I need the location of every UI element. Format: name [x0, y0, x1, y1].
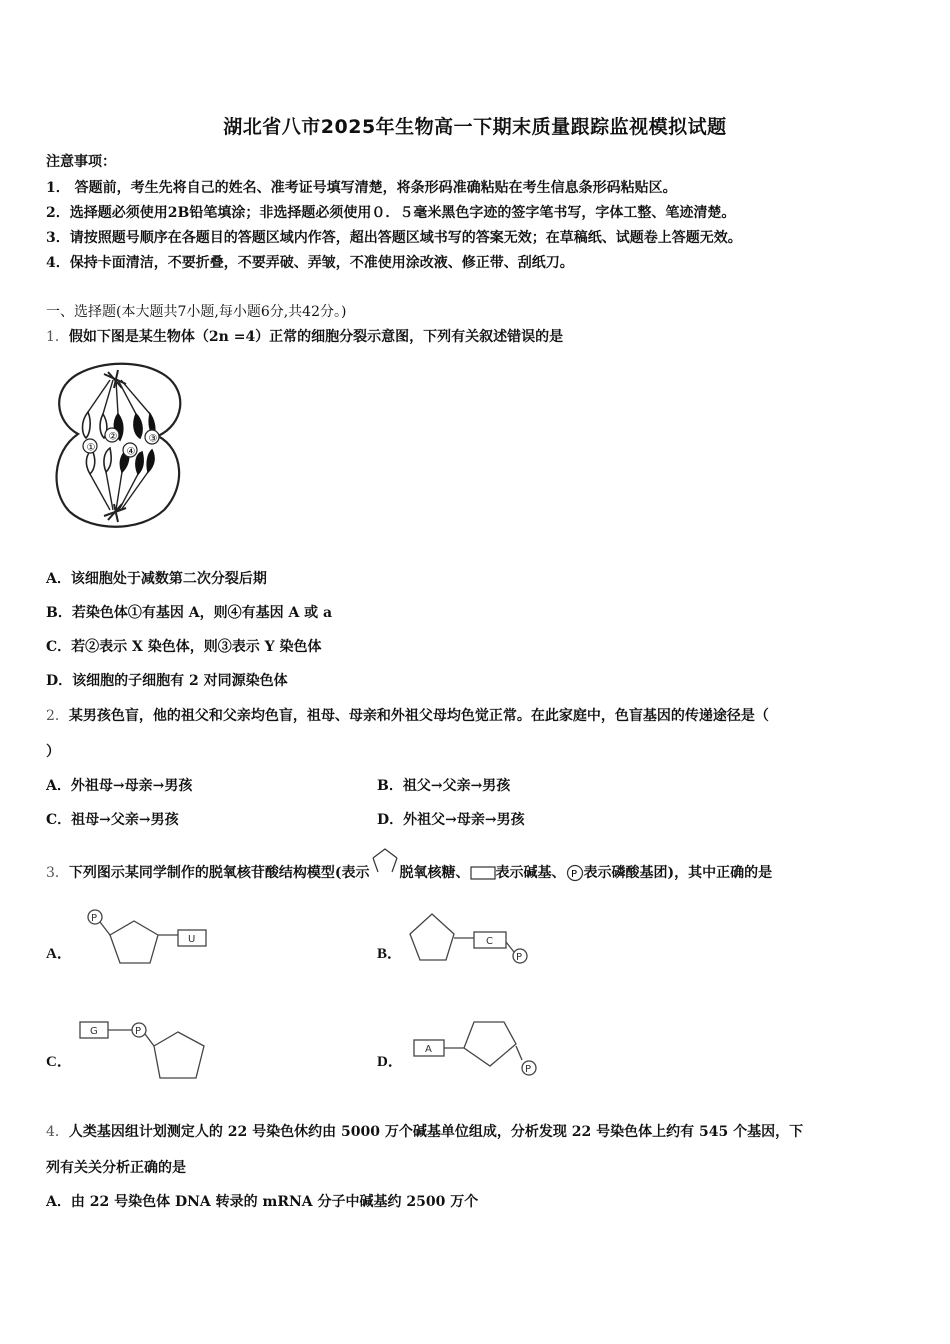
phosphate-legend-icon — [566, 864, 584, 882]
question-4-text-line-2: 列有关关分析正确的是 — [46, 1160, 186, 1176]
question-4-text-line-1: 人类基因组计划测定人的 22 号染色休约由 5000 万个碱基单位组成，分析发现 22 号染色体上约有 545 个基因，下 — [68, 1124, 804, 1140]
notice-item-3: 3．请按照题号顺序在各题目的答题区域内作答，超出答题区域书写的答案无效；在草稿纸、试题卷上答题无效。 — [46, 230, 742, 246]
question-3-option-c-model — [78, 1016, 218, 1086]
question-3-option-c-phosphate: P — [135, 1026, 142, 1037]
question-2-option-d: D．外祖父→母亲→男孩 — [377, 812, 525, 828]
question-3-option-c-letter: C． — [46, 1054, 72, 1070]
notice-item-4: 4．保持卡面清洁，不要折叠，不要弄破、弄皱，不准使用涂改液、修正带、刮纸刀。 — [46, 255, 574, 271]
question-3-option-b-model — [406, 908, 536, 972]
phosphate-legend-label: P — [570, 869, 577, 880]
question-2-option-b: B．祖父→父亲→男孩 — [377, 778, 511, 794]
question-1-number: 1． — [46, 329, 69, 345]
question-4-stem — [46, 1122, 803, 1142]
question-2-stem-end: ） — [46, 744, 60, 760]
question-3-option-b-base: C — [486, 936, 493, 947]
question-3-option-b-phosphate: P — [516, 952, 523, 963]
base-legend-icon — [470, 866, 496, 880]
question-1-option-d: D．该细胞的子细胞有 2 对同源染色体 — [46, 673, 288, 689]
question-1-text: 假如下图是某生物体（2n =4）正常的细胞分裂示意图，下列有关叙述错误的是 — [68, 329, 564, 345]
question-2-option-a: A．外祖母→母亲→男孩 — [46, 778, 193, 794]
notice-item-1: 1． 答题前，考生先将自己的姓名、准考证号填写清楚，将条形码准确粘贴在考生信息条形码粘贴区。 — [46, 180, 677, 196]
question-3-option-d-letter: D． — [377, 1054, 403, 1070]
question-2-text: 某男孩色盲，他的祖父和父亲均色盲，祖母、母亲和外祖父母均色觉正常。在此家庭中，色盲基因的传递途径是（ — [68, 708, 769, 724]
question-4-option-a: A．由 22 号染色体 DNA 转录的 mRNA 分子中碱基约 2500 万个 — [46, 1194, 479, 1210]
page-title: 湖北省八市2025年生物高一下期末质量跟踪监视模拟试题 — [223, 116, 727, 138]
figure-label-2: ② — [108, 431, 118, 443]
question-3-option-d-phosphate: P — [525, 1064, 532, 1075]
notice-item-2: 2．选择题必须使用2B铅笔填涂；非选择题必须使用０．５毫米黑色字迹的签字笔书写，字体工整、笔迹清楚。 — [46, 205, 736, 221]
figure-label-3: ③ — [148, 433, 158, 445]
question-3-text-part-1: 下列图示某同学制作的脱氧核苷酸结构模型(表示 — [68, 865, 370, 881]
question-3-option-a-phosphate: P — [91, 913, 98, 924]
deoxyribose-legend-icon — [370, 846, 400, 876]
question-3-option-a-model — [82, 905, 212, 973]
notice-heading: 注意事项： — [46, 154, 116, 170]
question-2-number: 2． — [46, 708, 69, 724]
question-1-option-a: A．该细胞处于减数第二次分裂后期 — [46, 571, 267, 587]
question-3-option-b-letter: B． — [377, 946, 403, 962]
question-3-number: 3． — [46, 865, 69, 881]
figure-label-4: ④ — [126, 446, 136, 458]
question-3-option-a-letter: A． — [46, 946, 72, 962]
figure-label-1: ① — [86, 442, 96, 454]
question-1-stem — [46, 327, 563, 347]
cell-division-figure — [48, 362, 183, 532]
question-2-option-c: C．祖母→父亲→男孩 — [46, 812, 179, 828]
question-3-text-part-4: 表示磷酸基团)，其中正确的是 — [583, 865, 773, 881]
question-3-option-c-base: G — [90, 1026, 98, 1037]
question-3-text-part-2: 脱氧核糖、 — [399, 865, 470, 881]
question-2-stem — [46, 706, 769, 726]
question-1-option-b: B．若染色体①有基因 A，则④有基因 A 或 a — [46, 605, 333, 621]
question-3-option-a-base: U — [188, 934, 196, 945]
question-3-option-d-model — [412, 1016, 542, 1082]
question-3-text-part-3: 表示碱基、 — [495, 865, 566, 881]
question-3-option-d-base: A — [425, 1044, 432, 1055]
section-heading: 一、选择题(本大题共7小题,每小题6分,共42分。) — [46, 304, 347, 320]
question-1-option-c: C．若②表示 X 染色体，则③表示 Y 染色体 — [46, 639, 322, 655]
question-3-stem — [46, 858, 772, 888]
question-4-number: 4． — [46, 1124, 69, 1140]
